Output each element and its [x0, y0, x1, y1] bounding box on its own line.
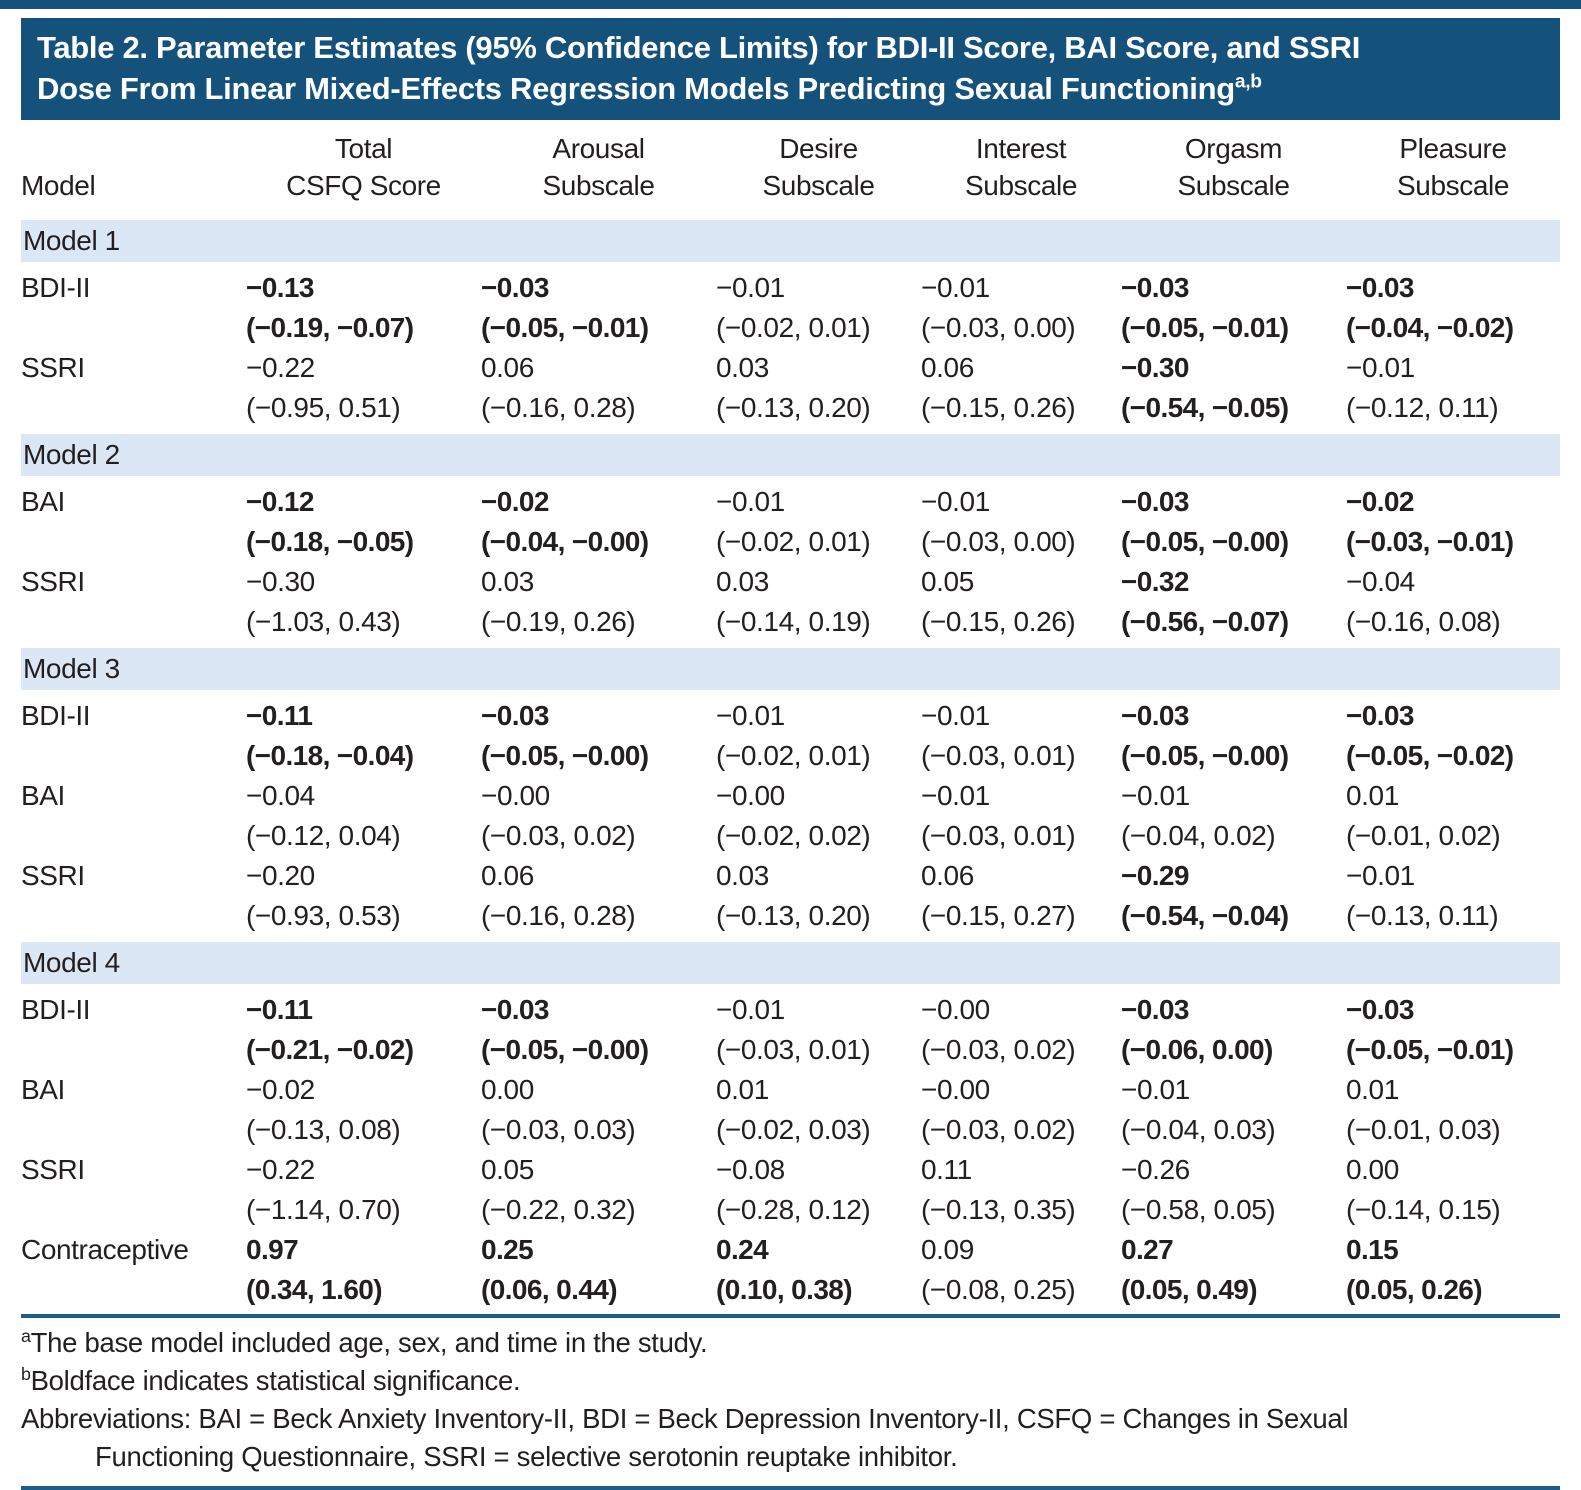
estimate-cell — [246, 987, 481, 1070]
confidence-interval: (−0.22, 0.32) — [481, 1194, 636, 1225]
estimate-value: −0.29 — [1121, 860, 1189, 891]
estimate-value: −0.01 — [716, 994, 785, 1025]
confidence-interval: (−0.04, 0.03) — [1121, 1114, 1276, 1145]
table-row-contraceptive — [21, 1230, 1560, 1310]
section-header-model-1 — [21, 217, 1560, 265]
table-row-ssri — [21, 1150, 1560, 1230]
estimate-cell — [481, 856, 716, 939]
table-row-bai — [21, 1070, 1560, 1150]
confidence-interval: (−0.05, −0.02) — [1346, 740, 1514, 771]
estimate-cell — [481, 1070, 716, 1150]
estimate-value: −0.01 — [716, 486, 785, 517]
estimate-value: 0.01 — [1346, 780, 1399, 811]
estimate-cell — [1346, 1230, 1560, 1310]
estimate-value: −0.12 — [246, 486, 314, 517]
confidence-interval: (−0.56, −0.07) — [1121, 606, 1289, 637]
footnote-b: $^b$Boldface indicates statistical significance. — [21, 1363, 521, 1396]
confidence-interval: (−0.18, −0.04) — [246, 740, 414, 771]
estimate-cell — [1346, 265, 1560, 348]
estimate-value: 0.05 — [481, 1154, 534, 1185]
footnote-a: $^a$The base model included age, sex, and time in the study. — [21, 1325, 708, 1358]
estimate-value: −0.01 — [1121, 780, 1190, 811]
estimate-cell — [716, 693, 921, 776]
confidence-interval: (−0.02, 0.02) — [716, 820, 871, 851]
confidence-interval: (−0.13, 0.11) — [1346, 900, 1499, 931]
estimate-value: 0.03 — [716, 352, 769, 383]
estimate-value: 0.00 — [1346, 1154, 1399, 1185]
estimate-cell — [1121, 562, 1346, 645]
estimate-value: 0.27 — [1121, 1234, 1174, 1265]
estimate-value: −0.01 — [1121, 1074, 1190, 1105]
estimate-cell — [1346, 479, 1560, 562]
confidence-interval: (0.05, 0.49) — [1121, 1274, 1257, 1305]
estimate-value: −0.22 — [246, 352, 315, 383]
estimate-cell — [921, 776, 1121, 856]
estimate-cell — [1346, 348, 1560, 431]
estimate-value: −0.22 — [246, 1154, 315, 1185]
column-header-total: Total CSFQ Score — [246, 120, 481, 217]
estimate-value: 0.06 — [921, 860, 974, 891]
footnote-b-marker: b — [21, 1363, 31, 1384]
estimate-cell — [246, 1230, 481, 1310]
confidence-interval: (−0.12, 0.04) — [246, 820, 401, 851]
confidence-interval: (−0.95, 0.51) — [246, 392, 401, 423]
estimate-cell — [1121, 348, 1346, 431]
estimate-cell — [1121, 856, 1346, 939]
table-title-superscript: a,b — [1234, 71, 1262, 93]
confidence-interval: (−0.18, −0.05) — [246, 526, 414, 557]
table-row-bdi-ii — [21, 987, 1560, 1070]
confidence-interval: (−0.02, 0.01) — [716, 312, 871, 343]
estimate-value: −0.03 — [1346, 994, 1414, 1025]
estimate-value: −0.01 — [716, 272, 785, 303]
row-label: SSRI — [21, 860, 85, 891]
estimate-cell — [246, 856, 481, 939]
estimate-cell — [921, 265, 1121, 348]
estimate-cell — [1346, 562, 1560, 645]
row-label: SSRI — [21, 566, 85, 597]
estimate-cell — [481, 693, 716, 776]
confidence-interval: (−0.04, 0.02) — [1121, 820, 1276, 851]
estimate-cell — [1346, 693, 1560, 776]
confidence-interval: (−0.14, 0.19) — [716, 606, 871, 637]
confidence-interval: (−0.13, 0.08) — [246, 1114, 401, 1145]
estimate-cell — [1121, 987, 1346, 1070]
estimate-cell — [1121, 1230, 1346, 1310]
confidence-interval: (−0.15, 0.26) — [921, 606, 1076, 637]
table-row-bdi-ii — [21, 693, 1560, 776]
row-label: SSRI — [21, 352, 85, 383]
estimate-value: 0.06 — [481, 352, 534, 383]
estimate-value: −0.01 — [1346, 860, 1415, 891]
estimate-cell — [246, 265, 481, 348]
estimate-value: −0.01 — [921, 486, 990, 517]
confidence-interval: (−0.03, 0.02) — [921, 1114, 1076, 1145]
estimate-value: −0.00 — [716, 780, 785, 811]
estimate-cell — [921, 693, 1121, 776]
estimate-value: 0.11 — [921, 1154, 972, 1185]
confidence-interval: (−0.08, 0.25) — [921, 1274, 1076, 1305]
estimate-cell — [481, 562, 716, 645]
table-row-bai — [21, 776, 1560, 856]
estimate-cell — [1121, 1070, 1346, 1150]
confidence-interval: (0.06, 0.44) — [481, 1274, 617, 1305]
estimate-cell — [716, 1230, 921, 1310]
estimate-value: 0.25 — [481, 1234, 534, 1265]
estimate-cell — [716, 348, 921, 431]
estimate-value: −0.11 — [246, 700, 313, 731]
column-header-desire: Desire Subscale — [716, 120, 921, 217]
confidence-interval: (−0.01, 0.02) — [1346, 820, 1501, 851]
estimate-cell — [1346, 856, 1560, 939]
estimate-value: 0.06 — [481, 860, 534, 891]
estimate-value: 0.97 — [246, 1234, 299, 1265]
confidence-interval: (−0.16, 0.08) — [1346, 606, 1501, 637]
estimate-value: −0.04 — [1346, 566, 1415, 597]
estimate-cell — [246, 348, 481, 431]
estimate-cell — [481, 1150, 716, 1230]
estimate-cell — [1346, 1150, 1560, 1230]
estimate-value: −0.32 — [1121, 566, 1189, 597]
row-label: BAI — [21, 486, 65, 517]
estimate-cell — [921, 1070, 1121, 1150]
confidence-interval: (−0.14, 0.15) — [1346, 1194, 1501, 1225]
estimate-cell — [921, 1230, 1121, 1310]
confidence-interval: (−0.15, 0.26) — [921, 392, 1076, 423]
table-title — [21, 18, 1560, 120]
estimate-value: −0.03 — [1121, 994, 1189, 1025]
estimate-value: −0.03 — [481, 994, 549, 1025]
row-label: BDI-II — [21, 994, 91, 1025]
estimate-value: −0.03 — [1346, 272, 1414, 303]
estimate-cell — [1121, 479, 1346, 562]
estimate-value: 0.15 — [1346, 1234, 1399, 1265]
column-header-model: Model — [21, 120, 246, 217]
estimate-cell — [921, 856, 1121, 939]
estimate-cell — [1121, 1150, 1346, 1230]
confidence-interval: (0.05, 0.26) — [1346, 1274, 1482, 1305]
confidence-interval: (−0.02, 0.01) — [716, 740, 871, 771]
estimate-value: −0.01 — [921, 272, 990, 303]
confidence-interval: (−0.05, −0.00) — [481, 740, 649, 771]
estimate-value: 0.06 — [921, 352, 974, 383]
estimate-value: −0.00 — [481, 780, 550, 811]
estimate-value: −0.08 — [716, 1154, 785, 1185]
section-header-model-4 — [21, 939, 1560, 987]
estimate-cell — [716, 479, 921, 562]
section-header-model-2 — [21, 431, 1560, 479]
estimate-value: −0.03 — [481, 272, 549, 303]
confidence-interval: (−0.05, −0.01) — [1346, 1034, 1514, 1065]
confidence-interval: (−0.05, −0.01) — [1121, 312, 1289, 343]
estimate-cell — [921, 562, 1121, 645]
estimate-value: −0.03 — [1346, 700, 1414, 731]
table-head-row — [21, 120, 1560, 217]
estimate-value: −0.30 — [1121, 352, 1189, 383]
estimate-cell — [716, 987, 921, 1070]
estimate-value: −0.03 — [1121, 700, 1189, 731]
table-row-bdi-ii — [21, 265, 1560, 348]
abbreviations-line2: Functioning Questionnaire, SSRI = selective serotonin reuptake inhibitor. — [95, 1441, 958, 1472]
estimate-value: 0.24 — [716, 1234, 769, 1265]
estimate-value: 0.01 — [716, 1074, 769, 1105]
confidence-interval: (−0.28, 0.12) — [716, 1194, 871, 1225]
confidence-interval: (−0.03, 0.01) — [921, 820, 1076, 851]
estimate-value: −0.00 — [921, 994, 990, 1025]
estimate-cell — [921, 479, 1121, 562]
confidence-interval: (−0.03, 0.00) — [921, 312, 1076, 343]
row-label: BAI — [21, 1074, 65, 1105]
confidence-interval: (−0.03, 0.02) — [921, 1034, 1076, 1065]
confidence-interval: (−0.05, −0.01) — [481, 312, 649, 343]
estimate-cell — [246, 1070, 481, 1150]
confidence-interval: (−1.03, 0.43) — [246, 606, 401, 637]
estimate-value: 0.03 — [481, 566, 534, 597]
section-header-label: Model 2 — [21, 431, 1560, 479]
confidence-interval: (−0.06, 0.00) — [1121, 1034, 1273, 1065]
estimate-cell — [246, 1150, 481, 1230]
confidence-interval: (−0.58, 0.05) — [1121, 1194, 1276, 1225]
confidence-interval: (−0.05, −0.00) — [481, 1034, 649, 1065]
estimate-cell — [716, 1150, 921, 1230]
confidence-interval: (−0.04, −0.00) — [481, 526, 649, 557]
confidence-interval: (−1.14, 0.70) — [246, 1194, 401, 1225]
estimate-cell — [246, 479, 481, 562]
estimate-cell — [716, 856, 921, 939]
estimate-cell — [921, 348, 1121, 431]
estimate-cell — [481, 987, 716, 1070]
estimate-value: −0.30 — [246, 566, 315, 597]
estimate-value: −0.13 — [246, 272, 314, 303]
estimate-cell — [1121, 776, 1346, 856]
confidence-interval: (−0.02, 0.03) — [716, 1114, 871, 1145]
confidence-interval: (−0.05, −0.00) — [1121, 740, 1289, 771]
confidence-interval: (−0.21, −0.02) — [246, 1034, 414, 1065]
confidence-interval: (−0.16, 0.28) — [481, 900, 636, 931]
row-label: BDI-II — [21, 272, 91, 303]
estimate-value: −0.03 — [1121, 272, 1189, 303]
estimate-cell — [1346, 1070, 1560, 1150]
confidence-interval: (−0.03, 0.00) — [921, 526, 1076, 557]
column-header-orgasm: Orgasm Subscale — [1121, 120, 1346, 217]
confidence-interval: (0.10, 0.38) — [716, 1274, 852, 1305]
column-header-interest: Interest Subscale — [921, 120, 1121, 217]
row-label: Contraceptive — [21, 1234, 189, 1265]
column-header-pleasure: Pleasure Subscale — [1346, 120, 1560, 217]
estimate-value: −0.02 — [481, 486, 549, 517]
estimate-cell — [716, 265, 921, 348]
estimate-value: 0.05 — [921, 566, 974, 597]
estimate-value: 0.01 — [1346, 1074, 1399, 1105]
estimate-cell — [481, 265, 716, 348]
estimate-value: −0.01 — [921, 780, 990, 811]
estimate-value: −0.03 — [481, 700, 549, 731]
estimate-cell — [921, 1150, 1121, 1230]
estimate-value: 0.03 — [716, 860, 769, 891]
table-2-container — [21, 18, 1560, 1490]
confidence-interval: (−0.03, −0.01) — [1346, 526, 1514, 557]
section-header-label: Model 3 — [21, 645, 1560, 693]
confidence-interval: (−0.16, 0.28) — [481, 392, 636, 423]
estimate-cell — [716, 1070, 921, 1150]
row-label: BAI — [21, 780, 65, 811]
estimate-value: 0.03 — [716, 566, 769, 597]
confidence-interval: (−0.03, 0.01) — [921, 740, 1076, 771]
abbreviations-line1: Abbreviations: BAI = Beck Anxiety Inventory-II, BDI = Beck Depression Inventory-II, CSFQ = Changes in Sexual — [21, 1403, 1349, 1434]
footnote-a-marker: a — [21, 1325, 31, 1346]
estimate-value: −0.00 — [921, 1074, 990, 1105]
confidence-interval: (−0.04, −0.02) — [1346, 312, 1514, 343]
estimate-value: 0.00 — [481, 1074, 534, 1105]
confidence-interval: (−0.01, 0.03) — [1346, 1114, 1501, 1145]
top-page-rule — [0, 0, 1581, 9]
table-row-ssri — [21, 856, 1560, 939]
confidence-interval: (−0.05, −0.00) — [1121, 526, 1289, 557]
row-label: BDI-II — [21, 700, 91, 731]
estimate-cell — [481, 776, 716, 856]
confidence-interval: (−0.93, 0.53) — [246, 900, 401, 931]
estimate-cell — [246, 562, 481, 645]
confidence-interval: (−0.03, 0.02) — [481, 820, 636, 851]
estimate-value: −0.01 — [921, 700, 990, 731]
confidence-interval: (−0.12, 0.11) — [1346, 392, 1499, 423]
confidence-interval: (−0.13, 0.20) — [716, 900, 871, 931]
footnotes — [21, 1314, 1560, 1490]
table-title-line2: Dose From Linear Mixed-Effects Regression Models Predicting Sexual Functioning$^{a,b}$ — [37, 71, 1262, 106]
estimate-value: −0.11 — [246, 994, 313, 1025]
table-title-line1: Table 2. Parameter Estimates (95% Confidence Limits) for BDI-II Score, BAI Score, and SSRI — [37, 30, 1361, 65]
table-row-ssri — [21, 562, 1560, 645]
confidence-interval: (−0.13, 0.20) — [716, 392, 871, 423]
confidence-interval: (−0.03, 0.01) — [716, 1034, 871, 1065]
estimate-value: −0.01 — [1346, 352, 1415, 383]
confidence-interval: (−0.13, 0.35) — [921, 1194, 1076, 1225]
column-header-arousal: Arousal Subscale — [481, 120, 716, 217]
estimate-cell — [921, 987, 1121, 1070]
table-row-bai — [21, 479, 1560, 562]
estimate-value: −0.26 — [1121, 1154, 1190, 1185]
estimate-value: −0.01 — [716, 700, 785, 731]
estimate-value: −0.04 — [246, 780, 315, 811]
confidence-interval: (−0.02, 0.01) — [716, 526, 871, 557]
estimate-cell — [1346, 776, 1560, 856]
estimate-value: −0.03 — [1121, 486, 1189, 517]
estimate-value: −0.02 — [1346, 486, 1414, 517]
row-label: SSRI — [21, 1154, 85, 1185]
estimate-cell — [716, 776, 921, 856]
estimate-cell — [246, 776, 481, 856]
estimate-cell — [1121, 265, 1346, 348]
confidence-interval: (−0.15, 0.27) — [921, 900, 1076, 931]
section-header-label: Model 1 — [21, 217, 1560, 265]
estimate-value: 0.09 — [921, 1234, 974, 1265]
section-header-model-3 — [21, 645, 1560, 693]
table-row-ssri — [21, 348, 1560, 431]
confidence-interval: (−0.03, 0.03) — [481, 1114, 636, 1145]
confidence-interval: (0.34, 1.60) — [246, 1274, 382, 1305]
parameter-estimates-table — [21, 120, 1560, 1310]
estimate-value: −0.20 — [246, 860, 315, 891]
confidence-interval: (−0.19, −0.07) — [246, 312, 414, 343]
estimate-cell — [246, 693, 481, 776]
estimate-cell — [481, 1230, 716, 1310]
confidence-interval: (−0.19, 0.26) — [481, 606, 636, 637]
confidence-interval: (−0.54, −0.04) — [1121, 900, 1289, 931]
estimate-cell — [1346, 987, 1560, 1070]
section-header-label: Model 4 — [21, 939, 1560, 987]
estimate-cell — [1121, 693, 1346, 776]
estimate-cell — [481, 348, 716, 431]
estimate-cell — [716, 562, 921, 645]
confidence-interval: (−0.54, −0.05) — [1121, 392, 1289, 423]
estimate-cell — [481, 479, 716, 562]
estimate-value: −0.02 — [246, 1074, 315, 1105]
